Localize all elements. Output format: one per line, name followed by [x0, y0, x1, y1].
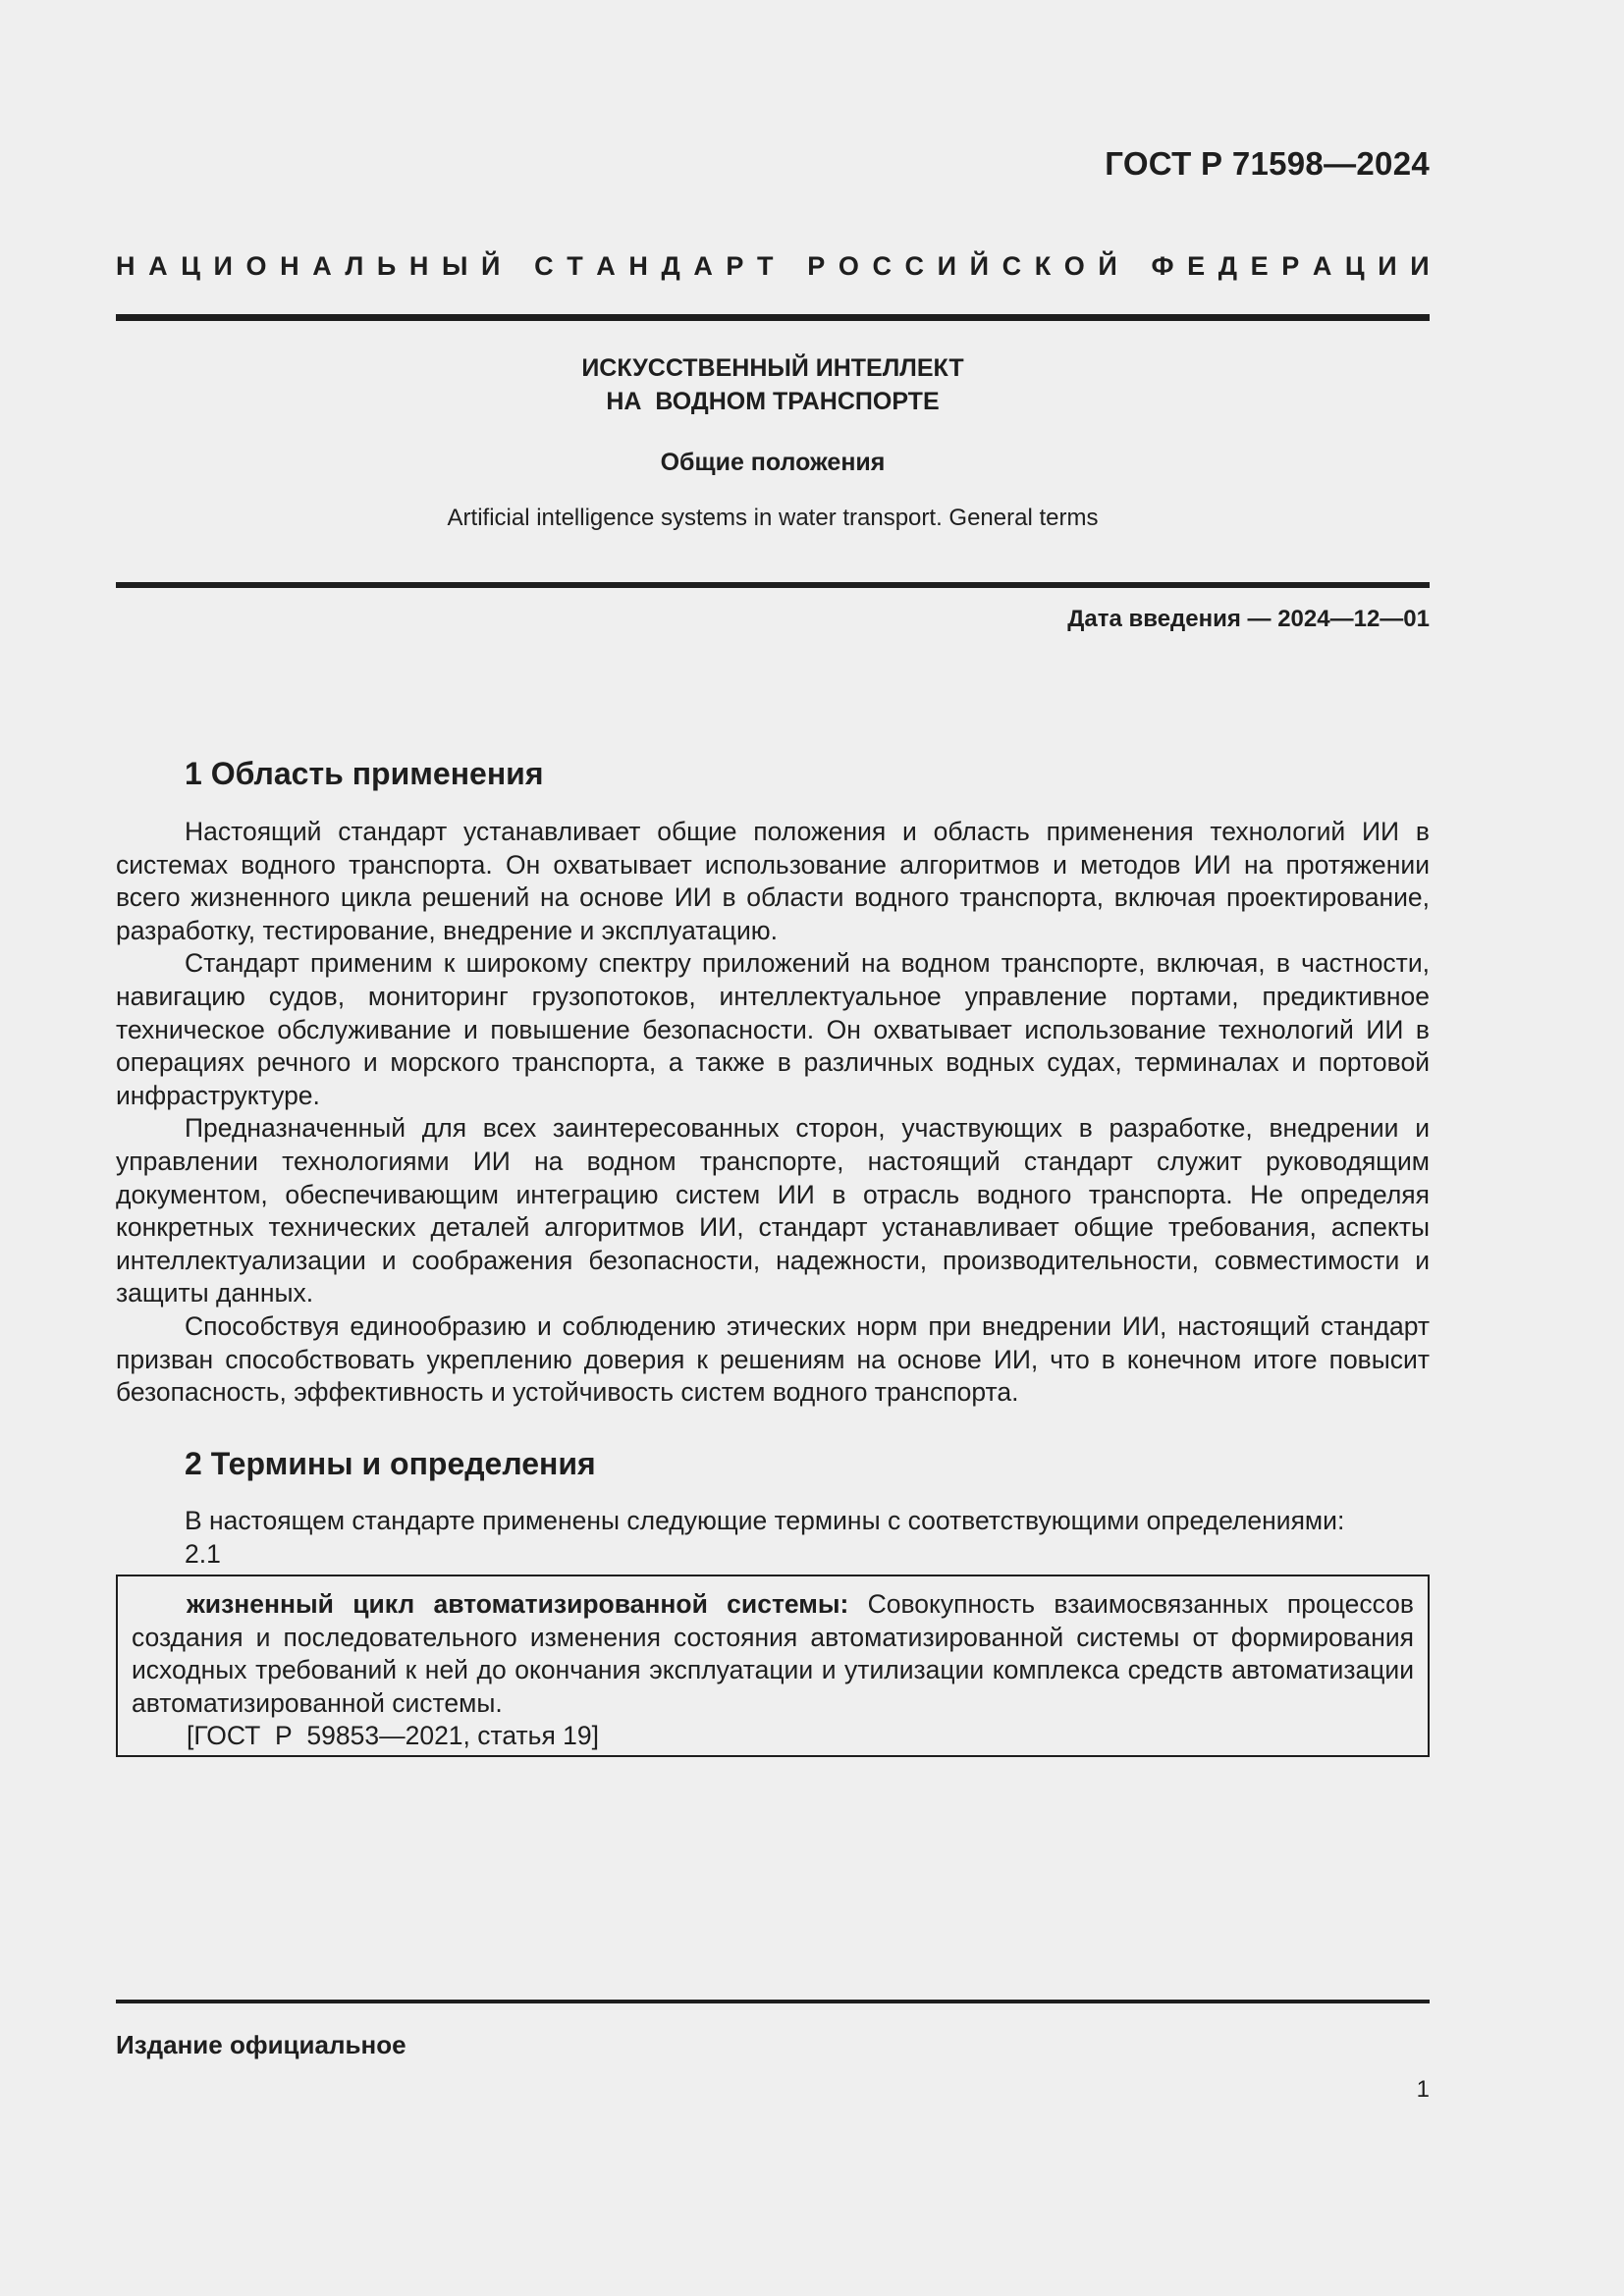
- banner-letter: И: [1410, 251, 1430, 281]
- section-2-intro: В настоящем стандарте применены следующие термины с соответствующими определениями:: [185, 1506, 1345, 1535]
- banner-letter: О: [838, 251, 859, 281]
- definition: Совокупность взаимосвязанных процессов создания и последовательного изменения состояния автоматизированной системы от формирования исходных требований к ней до окончания эксплуатации и утилизации комплекса средств автоматизации автоматизированной системы.: [132, 1589, 1414, 1718]
- banner-letter: Е: [1187, 251, 1206, 281]
- paragraph: Настоящий стандарт устанавливает общие положения и область применения технологий ИИ в системах водного транспорта. Он охватывает использование алгоритмов и методов ИИ на протяжении всего жизненного цикла решений на основе ИИ в области водного транспорта, включая проектирование, разработку, тестирование, внедрение и эксплуатацию.: [116, 817, 1430, 945]
- banner-letter: Й: [1098, 251, 1117, 281]
- banner-letter: Й: [969, 251, 990, 281]
- standard-number: ГОСТ Р 71598—2024: [1105, 145, 1430, 182]
- banner-letter: Л: [345, 251, 364, 281]
- banner-letter: Н: [280, 251, 299, 281]
- banner-letter: А: [693, 251, 713, 281]
- banner-letter: С: [872, 251, 892, 281]
- banner-letter: С: [904, 251, 925, 281]
- introduction-date: Дата введения — 2024—12—01: [1067, 606, 1430, 632]
- banner-letter: Ь: [376, 251, 397, 281]
- term-number: 2.1: [185, 1539, 221, 1569]
- banner-letter: И: [1378, 251, 1397, 281]
- paragraph: Предназначенный для всех заинтересованных сторон, участвующих в разработке, внедрении и управлении технологиями ИИ на водном транспорте, настоящий стандарт служит руководящим документом, обеспечивающим интеграцию систем ИИ в отрасль водного транспорта. Не определяя конкретных технических деталей алгоритмов ИИ, стандарт устанавливает общие требования, аспекты интеллектуализации и соображения безопасности, надежности, производительности, совместимости и защиты данных.: [116, 1113, 1430, 1308]
- banner-letter: А: [312, 251, 332, 281]
- section-2-heading: 2 Термины и определения: [185, 1446, 596, 1481]
- banner-letter: Ц: [1344, 251, 1365, 281]
- banner-letter: Т: [757, 251, 774, 281]
- title-rule: [116, 582, 1430, 588]
- banner-letter: О: [245, 251, 267, 281]
- subtitle: Общие положения: [660, 449, 886, 476]
- banner-letter: Н: [116, 251, 135, 281]
- banner-letter: Н: [628, 251, 648, 281]
- title-line-1: ИСКУССТВЕННЫЙ ИНТЕЛЛЕКТ: [581, 354, 964, 382]
- english-title: Artificial intelligence systems in water transport. General terms: [447, 505, 1099, 531]
- banner-letter: А: [596, 251, 616, 281]
- banner-letter: [786, 251, 794, 282]
- title-block: [116, 351, 1430, 535]
- paragraph: Стандарт применим к широкому спектру приложений на водном транспорте, включая, в частности, навигацию судов, мониторинг грузопотоков, интеллектуальное управление портами, предиктивное техническое обслуживание и повышение безопасности. Он охватывает использование технологий ИИ в операциях речного и морского транспорта, а также в различных водных судах, терминалах и портовой инфраструктуре.: [116, 948, 1430, 1110]
- banner-letter: С: [1001, 251, 1022, 281]
- national-standard-banner: [116, 251, 1430, 282]
- banner-letter: Ф: [1151, 251, 1174, 281]
- section-1-body: [116, 816, 1430, 1410]
- section-1-heading: 1 Область применения: [185, 756, 544, 791]
- banner-letter: Д: [1218, 251, 1238, 281]
- banner-letter: О: [1063, 251, 1085, 281]
- banner-letter: Ы: [441, 251, 468, 281]
- banner-letter: Е: [1250, 251, 1269, 281]
- term: жизненный цикл автоматизированной системы:: [187, 1589, 849, 1619]
- footer-rule: [116, 2000, 1430, 2003]
- banner-letter: Р: [807, 251, 826, 281]
- banner-letter: И: [213, 251, 233, 281]
- title-line-2: НА ВОДНОМ ТРАНСПОРТЕ: [606, 388, 940, 415]
- banner-letter: [514, 251, 521, 282]
- banner-letter: Р: [1281, 251, 1300, 281]
- banner-letter: Д: [661, 251, 680, 281]
- banner-letter: Т: [567, 251, 583, 281]
- definition-source: [ГОСТ Р 59853—2021, статья 19]: [187, 1721, 600, 1751]
- banner-letter: А: [148, 251, 168, 281]
- banner-letter: С: [534, 251, 554, 281]
- paragraph: Способствуя единообразию и соблюдению этических норм при внедрении ИИ, настоящий стандарт призван способствовать укреплению доверия к решениям на основе ИИ, что в конечном итоге повысит безопасность, эффективность и устойчивость систем водного транспорта.: [116, 1310, 1430, 1408]
- banner-letter: К: [1034, 251, 1052, 281]
- document-page: [116, 0, 1430, 2296]
- header-rule: [116, 314, 1430, 321]
- banner-letter: И: [937, 251, 957, 281]
- page-number: 1: [1416, 2076, 1430, 2103]
- banner-letter: Н: [408, 251, 429, 281]
- banner-letter: Р: [726, 251, 744, 281]
- definition-box: [116, 1575, 1430, 1757]
- banner-letter: А: [1312, 251, 1332, 281]
- edition-label: Издание официальное: [116, 2030, 406, 2059]
- banner-letter: [1130, 251, 1138, 282]
- banner-letter: Ц: [181, 251, 200, 281]
- definition-text: [132, 1588, 1414, 1720]
- banner-letter: Й: [480, 251, 501, 281]
